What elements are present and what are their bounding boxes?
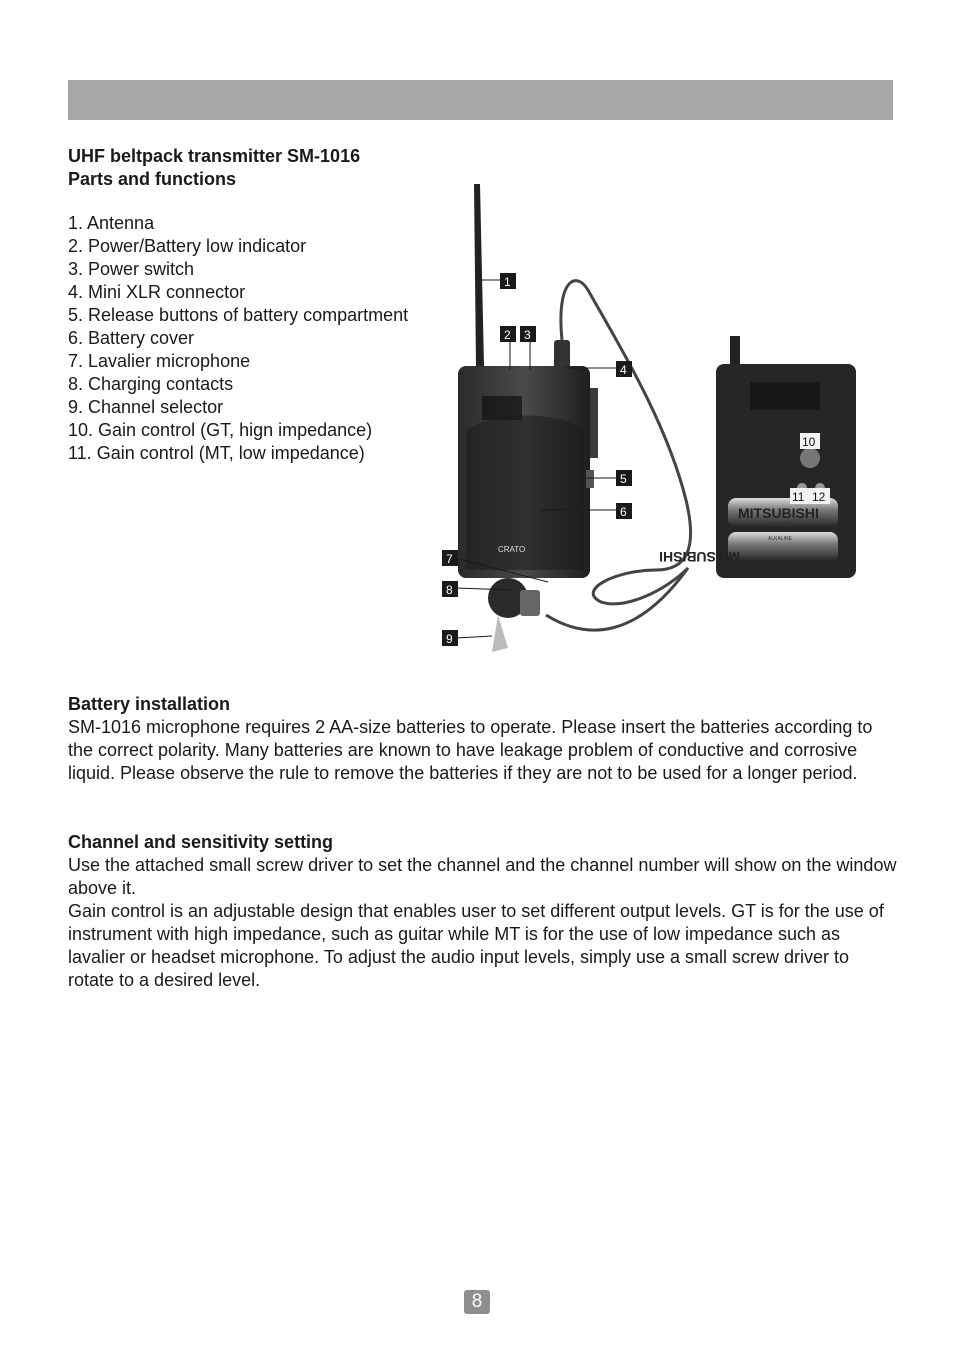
- parts-list-item: 3. Power switch: [68, 259, 195, 279]
- channel-body-1: Use the attached small screw driver to set the channel and the channel number will show on the window above it.: [68, 855, 897, 898]
- battery-2-sublabel: ALKALINE: [768, 536, 792, 542]
- parts-list-item: 7. Lavalier microphone: [68, 351, 251, 371]
- battery-1-sublabel: ALKALINE: [768, 522, 792, 528]
- callout-6: [616, 503, 632, 519]
- callout-2: [500, 326, 516, 342]
- svg-text:11: 11: [792, 490, 805, 504]
- callout-11: [790, 488, 810, 504]
- callout-1: [500, 273, 516, 289]
- parts-list-item: 5. Release buttons of battery compartment: [68, 305, 409, 325]
- belt-clip: [590, 388, 598, 458]
- header-bar: [68, 80, 893, 120]
- battery-1-label: MITSUBISHI: [738, 505, 819, 521]
- parts-list-item: 9. Channel selector: [68, 397, 224, 417]
- svg-text:9: 9: [446, 632, 453, 646]
- parts-list-item: 10. Gain control (GT, hign impedance): [68, 420, 373, 440]
- svg-text:6: 6: [620, 505, 627, 519]
- callout-10: [800, 433, 820, 449]
- mic-clip: [520, 590, 540, 616]
- callout-7: [442, 550, 458, 566]
- svg-text:5: 5: [620, 472, 627, 486]
- callout-3: [520, 326, 536, 342]
- svg-text:4: 4: [620, 363, 627, 377]
- tie-clip: [492, 615, 508, 652]
- svg-text:1: 1: [504, 275, 511, 289]
- callout-12: [810, 488, 830, 504]
- battery-body: SM-1016 microphone requires 2 AA-size batteries to operate. Please insert the batteries according to the correct polarity. Many batteries are known to have leakage problem of conductive and corrosive liquid. Please observe the rule to remove the batteries if they are not to be used for a longer period.: [68, 717, 873, 783]
- title-line-2: Parts and functions: [68, 169, 237, 189]
- brand-label: CRATO: [498, 545, 526, 554]
- svg-text:8: 8: [446, 583, 453, 597]
- page-number: 8: [464, 1290, 490, 1314]
- parts-list: [68, 212, 408, 465]
- svg-text:7: 7: [446, 552, 453, 566]
- parts-list-item: 2. Power/Battery low indicator: [68, 236, 307, 256]
- parts-list-item: 11. Gain control (MT, low impedance): [68, 443, 365, 463]
- transmitter-diagram: [436, 170, 866, 670]
- svg-text:3: 3: [524, 328, 531, 342]
- callout-4: [616, 361, 632, 377]
- svg-text:12: 12: [812, 490, 826, 504]
- parts-list-item: 6. Battery cover: [68, 328, 195, 348]
- channel-body-2: Gain control is an adjustable design that enables user to set different output levels. GT is for the use of instrument with high impedance, such as guitar while MT is for the use of low impedance such as lavalier or headset microphone. To adjust the audio input levels, simply use a small screw driver to rotate to a desired level.: [68, 901, 884, 990]
- battery-2-label: MITSUBISHI: [659, 549, 740, 565]
- antenna: [474, 184, 484, 366]
- battery-installation-section: [68, 693, 898, 785]
- svg-text:2: 2: [504, 328, 511, 342]
- release-button: [586, 470, 594, 488]
- channel-selector-dial: [800, 448, 820, 468]
- battery-heading: Battery installation: [68, 694, 231, 714]
- parts-list-item: 8. Charging contacts: [68, 374, 234, 394]
- svg-text:10: 10: [802, 435, 816, 449]
- transmitter-illustration: [436, 170, 866, 670]
- back-window: [750, 382, 820, 410]
- callout-9: [442, 630, 458, 646]
- parts-list-item: 4. Mini XLR connector: [68, 282, 246, 302]
- callout-5: [616, 470, 632, 486]
- title-line-1: UHF beltpack transmitter SM-1016: [68, 146, 361, 166]
- channel-heading: Channel and sensitivity setting: [68, 832, 334, 852]
- callout-8: [442, 581, 458, 597]
- section-title: [68, 145, 360, 191]
- channel-setting-section: [68, 831, 898, 992]
- parts-list-item: 1. Antenna: [68, 213, 155, 233]
